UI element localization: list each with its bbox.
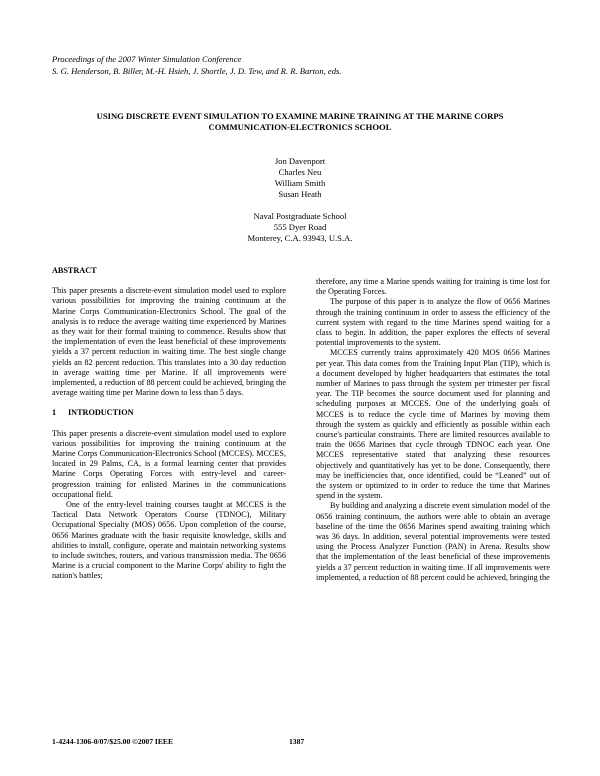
right-column <box>316 277 550 583</box>
title-line-2: COMMUNICATION-ELECTRONICS SCHOOL <box>208 122 392 132</box>
copyright-footer: 1-4244-1306-0/07/$25.00 ©2007 IEEE <box>52 737 174 746</box>
affiliation <box>0 211 600 244</box>
body-paragraph: MCCES currently trains approximately 420 MOS 0656 Marines per year. This data comes from the Training Input Plan (TIP), which is a document developed by higher headquarters that estimates the total number of Marines to pass through the system per trimester per fiscal year. The TIP becomes the source document used for planning and scheduling purposes at MCCES. One of the underlying goals of MCCES is to reduce the cycle time of Marines by moving them through the system as quickly and efficiently as possible within each course's particular constraints. There are limited resources available to train the 0656 Marines that cycle through TDNOC each year. One MCCES representative stated that analyzing these resources objectively and quantitatively has yet to be done. Consequently, there may be inefficiencies that, once identified, could be “Leaned” out of the system or optimized to in order to reduce the time that Marines spend in the system. <box>316 348 550 501</box>
title-line-1: USING DISCRETE EVENT SIMULATION TO EXAMINE MARINE TRAINING AT THE MARINE CORPS <box>96 111 504 121</box>
affiliation-school: Naval Postgraduate School <box>253 211 347 221</box>
body-paragraph-continued: therefore, any time a Marine spends waiting for training is time lost for the Operating Forces. <box>316 277 550 297</box>
editors-line: S. G. Henderson, B. Biller, M.-H. Hsieh, J. Shortle, J. D. Tew, and R. R. Barton, eds. <box>52 66 342 76</box>
proceedings-line: Proceedings of the 2007 Winter Simulation Conference <box>52 54 242 64</box>
abstract-heading: ABSTRACT <box>52 266 97 275</box>
introduction-heading <box>52 408 286 418</box>
body-paragraph: By building and analyzing a discrete event simulation model of the 0656 training continuum, the authors were able to obtain an average baseline of the time the 0656 Marines spend awaiting training which was 36 days. In addition, several potential improvements were tested using the Process Analyzer Function (PAN) in Arena. Results show that the implementation of the least beneficial of these improvements yields a 37 percent reduction in waiting time. If all improvements were implemented, a reduction of 88 percent could be achieved, bringing the <box>316 501 550 582</box>
page-number: 1387 <box>289 737 305 746</box>
left-column <box>52 266 286 582</box>
abstract-text: This paper presents a discrete-event simulation model used to explore various possibilities for improving the training continuum at the Marine Corps Communication-Electronics School. The goal of the analysis is to reduce the average waiting time experienced by Marines as they wait for their formal training to commence. Results show that the implementation of even the least beneficial of these improvements yields a 37 percent reduction in waiting time. The best single change yields an 82 percent reduction. This translates into a 30 day reduction in average waiting time per Marine. If all improvements were implemented, a reduction of 88 percent could be achieved, bringing the average waiting time per Marine down to less than 5 days. <box>52 286 286 398</box>
author-name: Jon Davenport <box>274 156 326 166</box>
conference-header <box>52 53 342 77</box>
affiliation-street: 555 Dyer Road <box>273 222 327 232</box>
body-paragraph: The purpose of this paper is to analyze the flow of 0656 Marines through the training continuum in order to assess the efficiency of the current system with regard to the time Marines spend waiting for a class to begin. In addition, the paper explores the effects of several potential improvements to the system. <box>316 297 550 348</box>
intro-paragraph-1: This paper presents a discrete-event simulation model used to explore various possibilities for improving the training continuum at the Marine Corps Communication-Electronics School (MCCES). MCCES, located in 29 Palms, CA, is a formal learning center that provides Marine Corps Operating Forces with entry-level and career-progression training for enlisted Marines in the communications occupational field. <box>52 428 286 499</box>
author-name: William Smith <box>274 178 326 188</box>
author-list <box>0 156 600 200</box>
author-name: Charles Neu <box>278 167 322 177</box>
section-title: INTRODUCTION <box>68 408 134 418</box>
paper-title <box>40 111 560 133</box>
affiliation-city: Monterey, C.A. 93943, U.S.A. <box>247 233 353 243</box>
author-name: Susan Heath <box>278 189 322 199</box>
section-number: 1 <box>52 408 57 418</box>
intro-paragraph-2: One of the entry-level training courses taught at MCCES is the Tactical Data Network Operators Course (TDNOC), Military Occupational Specialty (MOS) 0656. Upon completion of the course, 0656 Marines graduate with the basic requisite knowledge, skills and abilities to install, configure, operate and maintain networking systems to include switches, routers, and various transmission media. The 0656 Marine is a crucial component to the Marine Corps' ability to fight the nation's battles; <box>52 500 286 581</box>
